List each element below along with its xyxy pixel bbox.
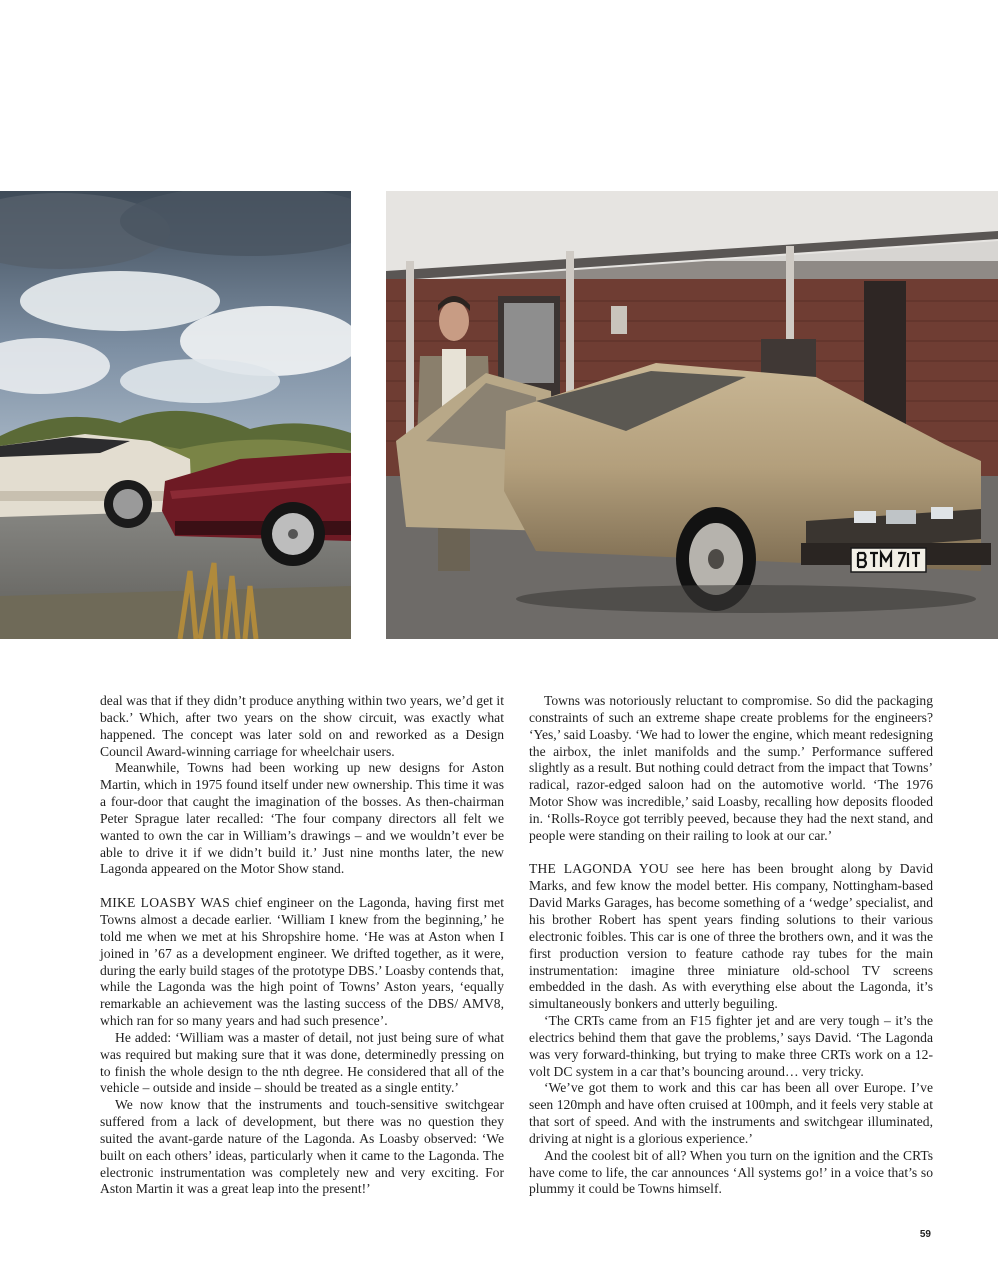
paragraph: Towns was notoriously reluctant to compromise. So did the packaging constraints of such an extreme shape create problems for the engineers? ‘Yes,’ said Loasby. ‘We had to lower the engine, which meant redesigning the airbox, the inlet manifolds and the sump.’ Performance suffered slightly as a result. But nothing could detract from the impact that Towns’ radical, razor-edged saloon had on the automotive world. ‘The 1976 Motor Show was incredible,’ said Loasby, recalling how deposits flooded in. ‘Rolls-Royce got terribly peeved, because they had the next stand, and people were standing on their railing to look at our car.’ <box>529 693 933 843</box>
photo-lagonda-with-engineer <box>386 191 998 639</box>
section-lead-in: THE LAGONDA YOU <box>529 861 669 877</box>
paragraph: ‘The CRTs came from an F15 fighter jet and are very tough – it’s the electrics behind them that gave the problems,’ says David. ‘The Lagonda was very forward-thinking, but trying to make three CRTs work on a 12-volt DC system in a car that’s bouncing around… very tricky. <box>529 1013 933 1079</box>
concept-cars-illustration <box>0 191 351 639</box>
section-paragraph <box>100 895 504 1030</box>
photo-concept-cars <box>0 191 351 639</box>
section-lead-in: MIKE LOASBY WAS <box>100 895 230 911</box>
article-column-left <box>100 693 504 1198</box>
page-number: 59 <box>919 1229 931 1240</box>
paragraph: deal was that if they didn’t produce anything within two years, we’d get it back.’ Which, after two years on the show circuit, was exactly what happened. The concept was later sold on and reworked as a Design Council Award-winning carriage for wheelchair users. <box>100 693 504 759</box>
paragraph: Meanwhile, Towns had been working up new designs for Aston Martin, which in 1975 found itself under new ownership. This time it was a four-door that caught the imagination of the bosses. As then-chairman Peter Sprague later recalled: ‘The four company directors all felt we wanted to own the car in William’s drawings – and we wouldn’t ever be able to drive it if we didn’t build it.’ Just nine months later, the new Lagonda appeared on the Motor Show stand. <box>100 760 504 877</box>
lagonda-illustration <box>386 191 998 639</box>
paragraph: ‘We’ve got them to work and this car has been all over Europe. I’ve seen 120mph and have often cruised at 100mph, and it feels very stable at that sort of speed. And with the instruments and switchgear illuminated, driving at night is a glorious experience.’ <box>529 1080 933 1146</box>
paragraph-body: see here has been brought along by David Marks, and few know the model better. His company, Nottingham-based David Marks Garages, has become something of a ‘wedge’ specialist, and his brother Robert has spent years finding solutions to their various electronic foibles. This car is one of three the brothers own, and it was the first production version to feature cathode ray tubes for the main instrumentation: imagine three miniature old-school TV screens embedded in the dash. As with everything else about the Lagonda, it’s simultaneously bonkers and utterly beguiling. <box>529 861 934 1012</box>
paragraph: And the coolest bit of all? When you turn on the ignition and the CRTs have come to life, the car announces ‘All systems go!’ in a voice that’s so plummy it could be Towns himself. <box>529 1147 933 1197</box>
paragraph-body: chief engineer on the Lagonda, having first met Towns almost a decade earlier. ‘William I knew from the beginning,’ he told me when we met at his Shropshire home. ‘He was at Aston when I joined in ’67 as a development engineer. We drifted together, as it were, during the early build stages of the prototype DBS.’ Loasby contends that, while the Lagonda was the high point of Towns’ Aston years, ‘equally remarkable an achievement was the lasting success of the DBS/ AMV8, which ran for so many years and had such presence’. <box>100 895 504 1029</box>
paragraph: We now know that the instruments and touch-sensitive switchgear suffered from a lack of development, but there was no question they suited the avant-garde nature of the Lagonda. As Loasby observed: ‘We built on each others’ ideas, particularly when it came to the Lagonda. The electronic instrumentation was completely new and very exciting. For Aston Martin it was a great leap into the present!’ <box>100 1097 504 1197</box>
section-paragraph <box>529 861 933 1013</box>
paragraph: He added: ‘William was a master of detail, not just being sure of what was required but making sure that it was done, determinedly pressing on to finish the whole design to the nth degree. He considered that all of the vehicle – outside and inside – should be treated as a single entity.’ <box>100 1029 504 1096</box>
article-column-right <box>529 693 933 1198</box>
